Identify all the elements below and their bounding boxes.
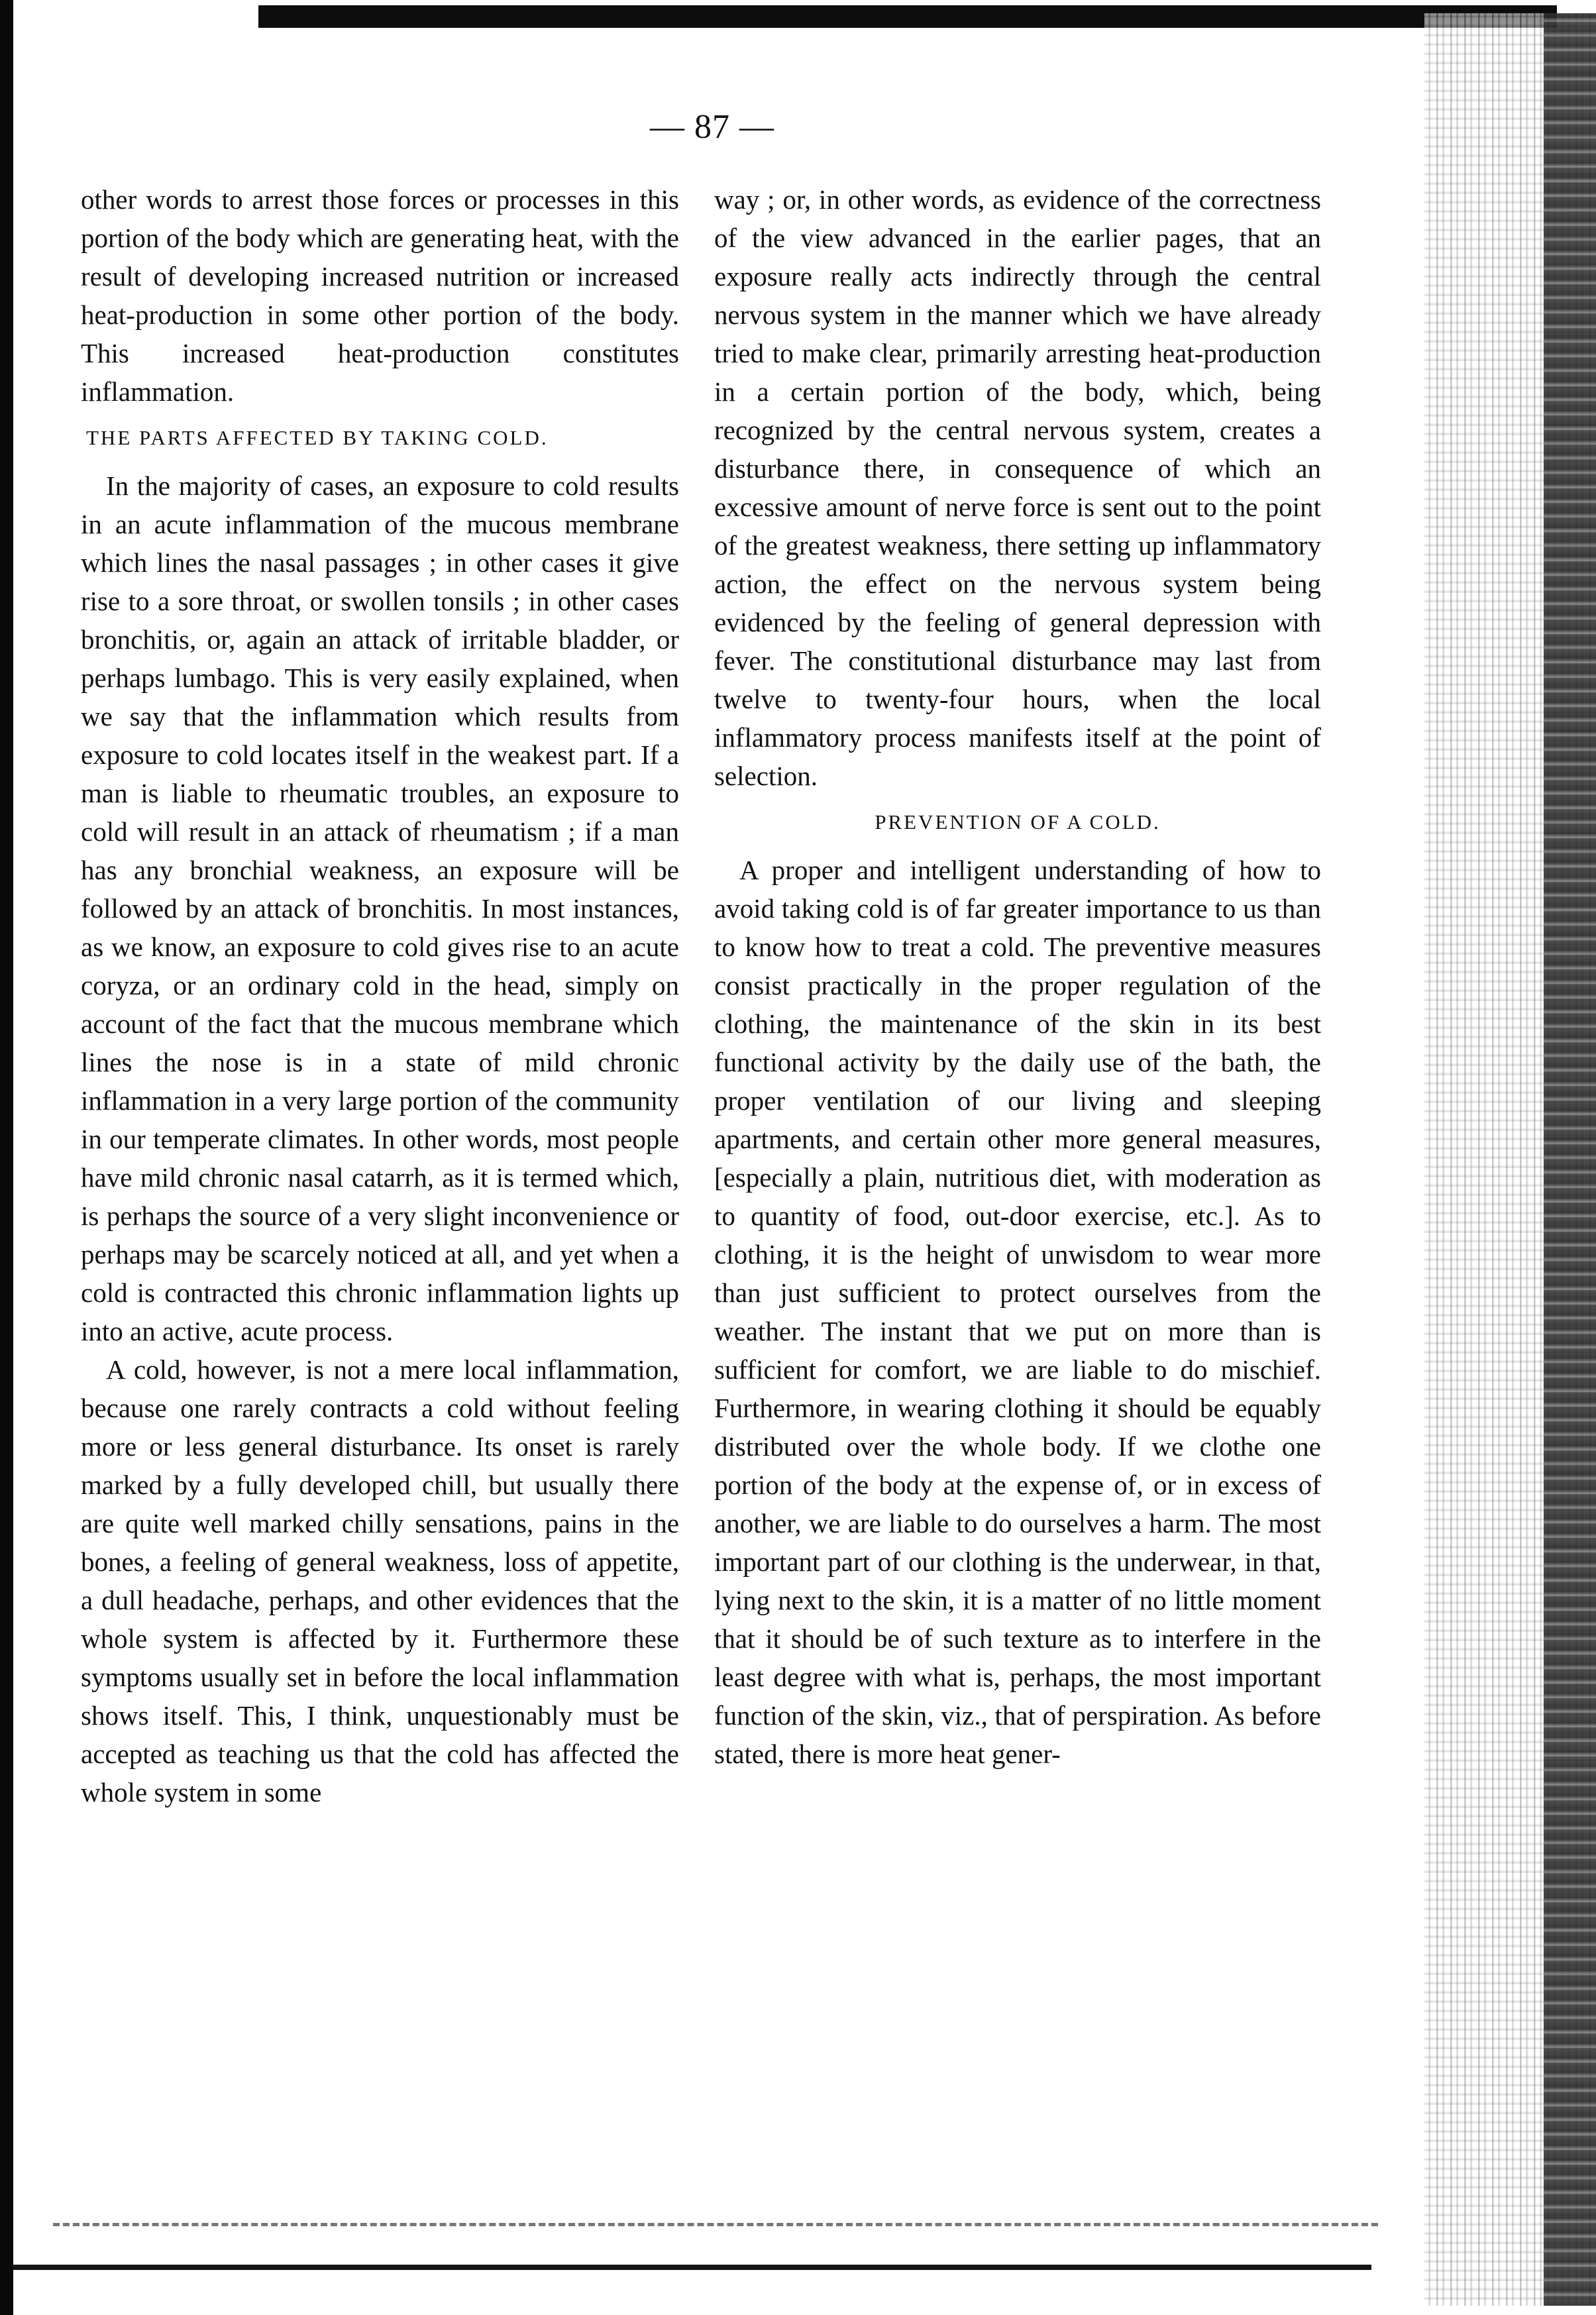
scan-top-rule	[258, 5, 1557, 28]
paragraph: other words to arrest those forces or processes in this portion of the body which are generating heat, with the result of developing increased nutrition or increased heat-production in some other portion of the body. This increased heat-production constitutes inflammation.	[81, 184, 679, 407]
scan-bottom-rule	[13, 2265, 1371, 2270]
paragraph: In the majority of cases, an exposure to cold results in an acute inflammation of the mucous membrane which lines the nasal passages ; in other cases it give rise to a sore throat, or swollen tonsils ; in other cases bronchitis, or, again an attack of irritable bladder, or perhaps lumbago. This is very easily explained, when we say that the inflammation which results from exposure to cold locates itself in the weakest part. If a man is liable to rheumatic troubles, an exposure to cold will result in an attack of rheumatism ; if a man has any bronchial weakness, an exposure will be followed by an attack of bronchitis. In most instances, as we know, an exposure to cold gives rise to an acute coryza, or an ordinary cold in the head, simply on account of the fact that the mucous membrane which lines the nose is in a state of mild chronic inflammation in a very large portion of the community in our temperate climates. In other words, most people have mild chronic nasal catarrh, as it is termed which, is perhaps the source of a very slight inconvenience or perhaps may be scarcely noticed at all, and yet when a cold is contracted this chronic inflammation lights up into an active, acute process.	[81, 470, 679, 1346]
scan-bottom-dash	[53, 2223, 1378, 2226]
page-number: — 87 —	[650, 108, 774, 146]
scan-left-edge	[0, 0, 13, 2315]
paragraph: A cold, however, is not a mere local inflammation, because one rarely contracts a cold without feeling more or less general disturbance. Its onset is rarely marked by a fully developed chill, but usually there are quite well marked chilly sensations, pains in the bones, a feeling of general weakness, loss of appetite, a dull headache, perhaps, and other evidences that the whole system is affected by it. Furthermore these symptoms usually set in before the local inflammation shows itself. This, I think, unquestionably must be accepted as teaching us that the cold has affected the whole system in some	[81, 1354, 679, 1807]
section-heading: PREVENTION OF A COLD.	[875, 810, 1161, 834]
right-column	[714, 180, 1321, 1773]
scan-right-strip	[1544, 13, 1596, 2306]
left-column	[81, 180, 679, 1811]
section-heading: THE PARTS AFFECTED BY TAKING COLD.	[86, 426, 549, 449]
paragraph: way ; or, in other words, as evidence of the correctness of the view advanced in the earlier pages, that an exposure really acts indirectly through the central nervous system in the manner which we have already tried to make clear, primarily arresting heat-production in a certain portion of the body, which, being recognized by the central nervous system, creates a disturbance there, in consequence of which an excessive amount of nerve force is sent out to the point of the greatest weakness, there setting up inflammatory action, the effect on the nervous system being evidenced by the feeling of general depression with fever. The constitutional disturbance may last from twelve to twenty-four hours, when the local inflammatory process manifests itself at the point of selection.	[714, 184, 1321, 791]
paragraph: A proper and intelligent understanding of how to avoid taking cold is of far greater importance to us than to know how to treat a cold. The preventive measures consist practically in the proper regulation of the clothing, the maintenance of the skin in its best functional activity by the daily use of the bath, the proper ventilation of our living and sleeping apartments, and certain other more general measures, [especially a plain, nutritious diet, with moderation as to quantity of food, out-door exercise, etc.]. As to clothing, it is the height of unwisdom to wear more than just sufficient to protect ourselves from the weather. The instant that we put on more than is sufficient for comfort, we are liable to do mischief. Furthermore, in wearing clothing it should be equably distributed over the whole body. If we clothe one portion of the body at the expense of, or in excess of another, we are liable to do ourselves a harm. The most important part of our clothing is the underwear, in that, lying next to the skin, it is a matter of no little moment that it should be of such texture as to interfere in the least degree with what is, perhaps, the most important function of the skin, viz., that of perspiration. As before stated, there is more heat gener-	[714, 855, 1321, 1769]
